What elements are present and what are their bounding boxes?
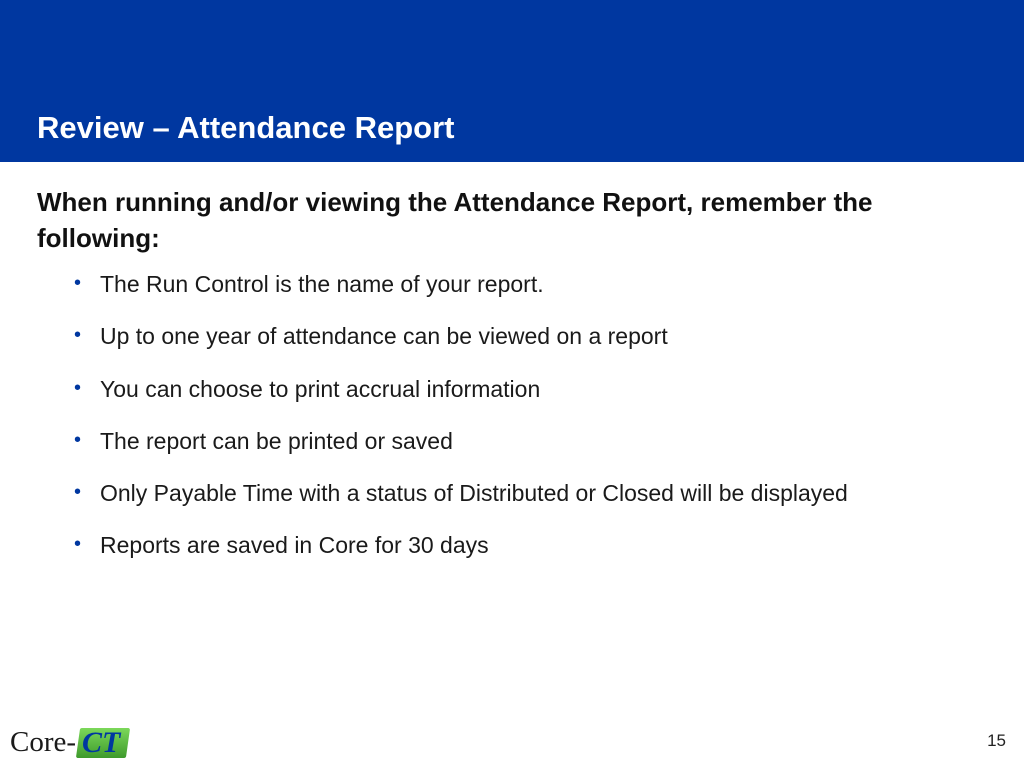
bullet-icon: •: [74, 428, 82, 451]
logo-core-text: Core-: [10, 726, 77, 758]
bullet-list: [0, 266, 848, 580]
logo-ct-badge: [76, 728, 130, 758]
page-number: 15: [987, 731, 1006, 750]
bullet-text: Only Payable Time with a status of Distributed or Closed will be displayed: [100, 480, 848, 507]
bullet-text: The Run Control is the name of your report.: [100, 271, 544, 297]
bullet-item: [0, 266, 848, 318]
bullet-icon: •: [74, 533, 82, 556]
bullet-text: The report can be printed or saved: [100, 427, 453, 454]
bullet-item: [0, 318, 848, 370]
bullet-text: You can choose to print accrual information: [100, 375, 541, 402]
bullet-item: [0, 371, 848, 423]
header-band: [0, 0, 1024, 162]
bullet-text: Reports are saved in Core for 30 days: [100, 532, 489, 559]
core-ct-logo: [10, 722, 122, 764]
intro-text: When running and/or viewing the Attendance Report, remember the following:: [37, 187, 873, 253]
bullet-item: [0, 423, 848, 475]
bullet-icon: •: [74, 376, 82, 399]
bullet-icon: •: [74, 481, 82, 504]
slide-title: Review – Attendance Report: [37, 110, 455, 145]
bullet-item: [0, 527, 848, 579]
logo-ct-text: CT: [82, 726, 121, 759]
bullet-item: [0, 475, 848, 527]
bullet-icon: •: [74, 324, 82, 347]
bullet-text: Up to one year of attendance can be viewed on a report: [100, 323, 668, 350]
bullet-icon: •: [74, 272, 82, 294]
